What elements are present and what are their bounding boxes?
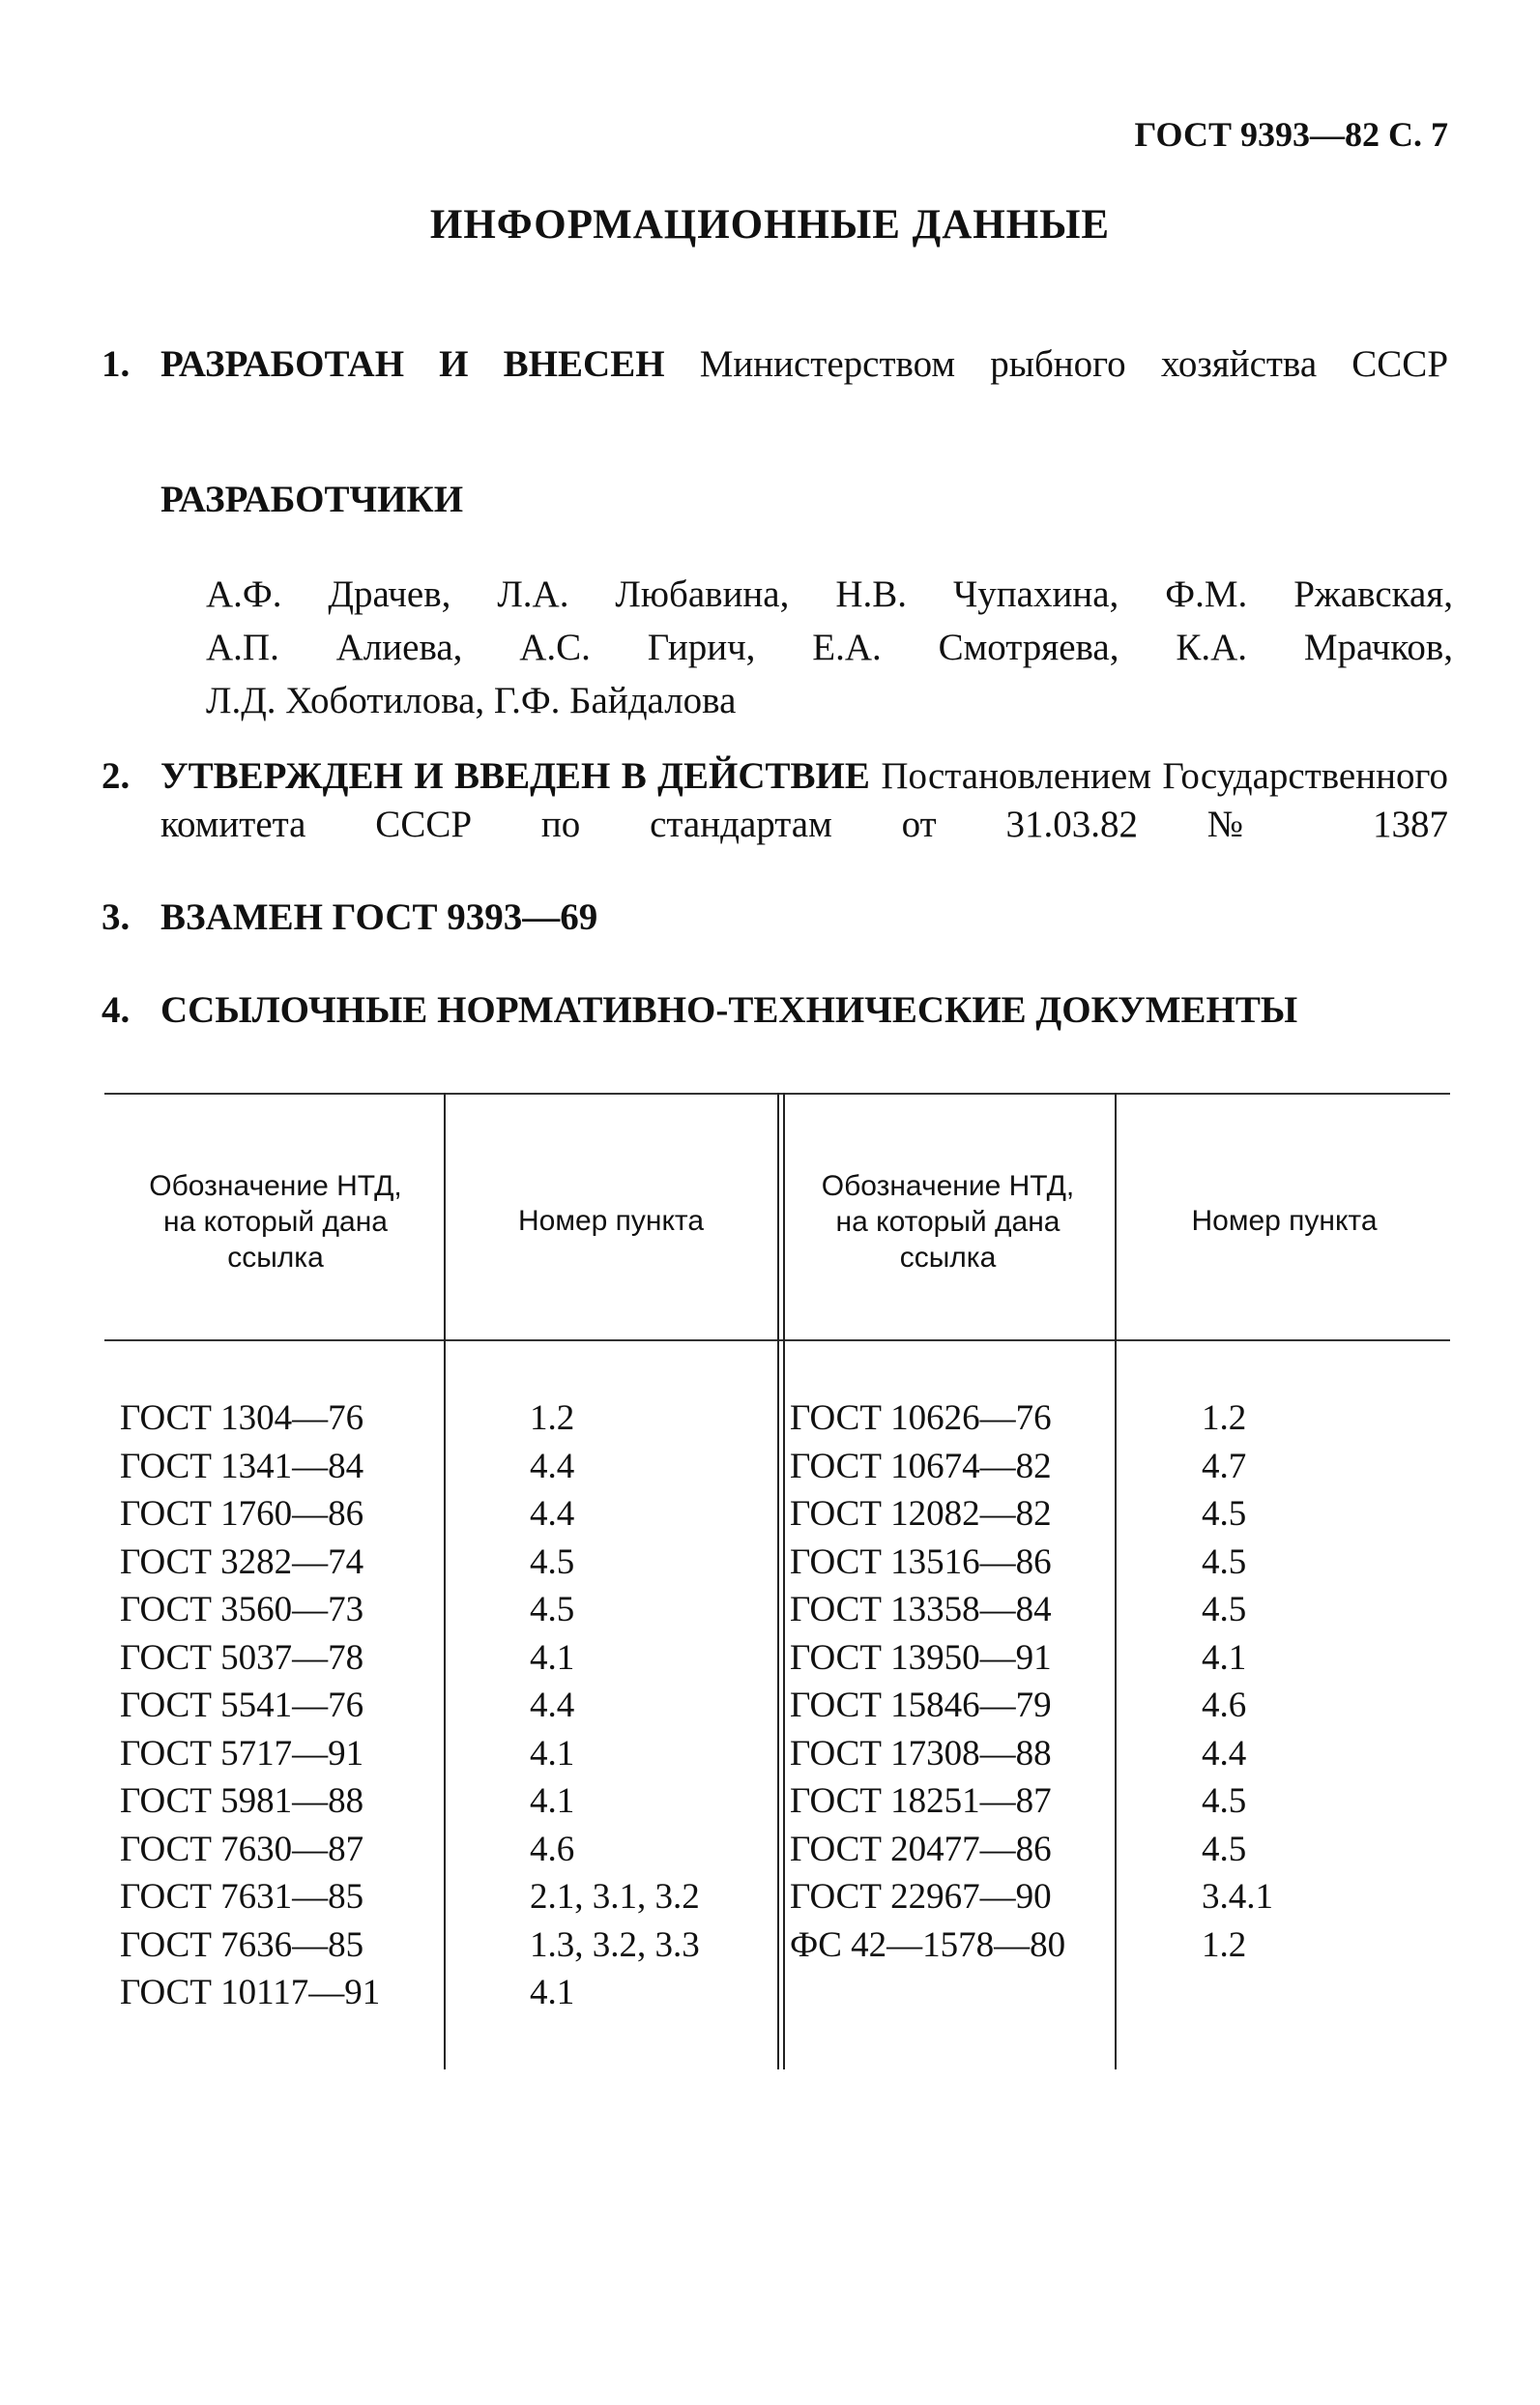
developers-line: Л.Д. Хоботилова, Г.Ф. Байдалова	[206, 680, 737, 721]
table-doc-cell: ГОСТ 18251—87	[790, 1781, 1052, 1821]
section-text: Постановлением Государственного комитета СССР по стандартам от 31.03.82 № 1387	[160, 755, 1449, 845]
column-header-designation: Обозначение НТД, на который дана ссылка	[149, 1170, 402, 1274]
section-lead: ВЗАМЕН ГОСТ 9393—69	[160, 896, 598, 938]
section-2	[102, 752, 1448, 859]
table-doc-cell: ГОСТ 7636—85	[120, 1924, 364, 1965]
page-title: ИНФОРМАЦИОННЫЕ ДАННЫЕ	[429, 202, 1111, 248]
table-item-cell: 4.1	[530, 1973, 575, 2012]
table-doc-cell: ГОСТ 13358—84	[790, 1590, 1052, 1629]
table-item-cell: 3.4.1	[1202, 1877, 1273, 1917]
table-doc-cell: ГОСТ 13516—86	[790, 1541, 1052, 1582]
table-divider	[1115, 1093, 1117, 2069]
table-doc-cell: ГОСТ 5037—78	[120, 1637, 364, 1678]
table-item-cell: 4.4	[1202, 1733, 1247, 1774]
section-lead: УТВЕРЖДЕН И ВВЕДЕН В ДЕЙСТВИЕ	[160, 755, 870, 797]
table-item-cell: 4.7	[1202, 1446, 1247, 1486]
table-item-cell: 1.2	[1202, 1398, 1247, 1438]
column-header-designation: Обозначение НТД, на который дана ссылка	[821, 1170, 1075, 1274]
table-item-cell: 4.1	[530, 1637, 575, 1678]
table-doc-cell: ГОСТ 17308—88	[790, 1733, 1052, 1774]
table-doc-cell: ГОСТ 22967—90	[790, 1877, 1052, 1917]
table-doc-cell: ФС 42—1578—80	[790, 1924, 1066, 1965]
table-doc-cell: ГОСТ 3560—73	[120, 1590, 364, 1629]
table-item-cell: 1.2	[1202, 1924, 1247, 1965]
table-item-cell: 4.4	[530, 1494, 575, 1534]
table-doc-cell: ГОСТ 5541—76	[120, 1686, 364, 1725]
table-item-cell: 4.4	[530, 1686, 575, 1725]
table-doc-cell: ГОСТ 7631—85	[120, 1877, 364, 1917]
column-header-item: Номер пункта	[517, 1205, 705, 1237]
table-item-cell: 4.5	[1202, 1494, 1247, 1534]
table-doc-cell: ГОСТ 5981—88	[120, 1781, 364, 1821]
table-doc-cell: ГОСТ 3282—74	[120, 1541, 364, 1582]
table-item-cell: 1.3, 3.2, 3.3	[530, 1924, 700, 1965]
table-item-cell: 4.5	[530, 1541, 575, 1582]
table-doc-cell: ГОСТ 20477—86	[790, 1829, 1052, 1869]
developers-line: А.П. Алиева, А.С. Гирич, Е.А. Смотряева, К.А. Мрачков,	[206, 627, 1453, 668]
section-lead: РАЗРАБОТАН И ВНЕСЕН	[160, 343, 665, 385]
right-docs-column	[790, 1394, 1065, 1969]
table-doc-cell: ГОСТ 1304—76	[120, 1398, 364, 1438]
table-doc-cell: ГОСТ 13950—91	[790, 1637, 1052, 1678]
section-1	[102, 340, 1448, 447]
section-number: 1.	[102, 343, 131, 385]
table-doc-cell: ГОСТ 1341—84	[120, 1446, 364, 1486]
section-3	[102, 894, 1448, 947]
table-doc-cell: ГОСТ 10626—76	[790, 1398, 1052, 1438]
column-header-item: Номер пункта	[1191, 1205, 1378, 1237]
table-doc-cell: ГОСТ 5717—91	[120, 1733, 364, 1774]
page-header: ГОСТ 9393—82 С. 7	[1134, 115, 1448, 154]
developers-heading: РАЗРАБОТЧИКИ	[160, 479, 464, 520]
section-number: 3.	[102, 896, 131, 938]
table-item-cell: 4.1	[530, 1733, 575, 1774]
table-item-cell: 2.1, 3.1, 3.2	[530, 1877, 700, 1917]
section-number: 4.	[102, 989, 131, 1031]
developers-line: А.Ф. Драчев, Л.А. Любавина, Н.В. Чупахина, Ф.М. Ржавская,	[206, 573, 1453, 615]
table-doc-cell: ГОСТ 7630—87	[120, 1829, 364, 1869]
table-divider	[777, 1093, 779, 2069]
left-docs-column	[120, 1394, 380, 2017]
table-item-cell: 4.6	[1202, 1686, 1247, 1725]
developers-list	[206, 568, 1453, 727]
table-item-cell: 4.4	[530, 1446, 575, 1486]
table-item-cell: 4.5	[1202, 1829, 1247, 1869]
table-item-cell: 4.5	[530, 1590, 575, 1629]
table-item-cell: 4.5	[1202, 1781, 1247, 1821]
table-item-cell: 4.6	[530, 1829, 575, 1869]
table-item-cell: 4.5	[1202, 1541, 1247, 1582]
table-item-cell: 4.1	[530, 1781, 575, 1821]
table-item-cell: 4.1	[1202, 1637, 1247, 1678]
table-doc-cell: ГОСТ 1760—86	[120, 1494, 364, 1534]
section-4	[102, 986, 1448, 1040]
right-items-column	[1202, 1394, 1273, 1969]
section-lead: ССЫЛОЧНЫЕ НОРМАТИВНО-ТЕХНИЧЕСКИЕ ДОКУМЕНТЫ	[160, 989, 1298, 1031]
table-doc-cell: ГОСТ 10674—82	[790, 1446, 1052, 1486]
left-items-column	[530, 1394, 700, 2017]
section-text: Министерством рыбного хозяйства СССР	[699, 343, 1449, 385]
table-divider	[444, 1093, 446, 2069]
table-doc-cell: ГОСТ 15846—79	[790, 1686, 1052, 1725]
table-item-cell: 4.5	[1202, 1590, 1247, 1629]
table-doc-cell: ГОСТ 12082—82	[790, 1494, 1052, 1534]
section-number: 2.	[102, 755, 131, 797]
table-item-cell: 1.2	[530, 1398, 575, 1438]
table-doc-cell: ГОСТ 10117—91	[120, 1973, 381, 2012]
